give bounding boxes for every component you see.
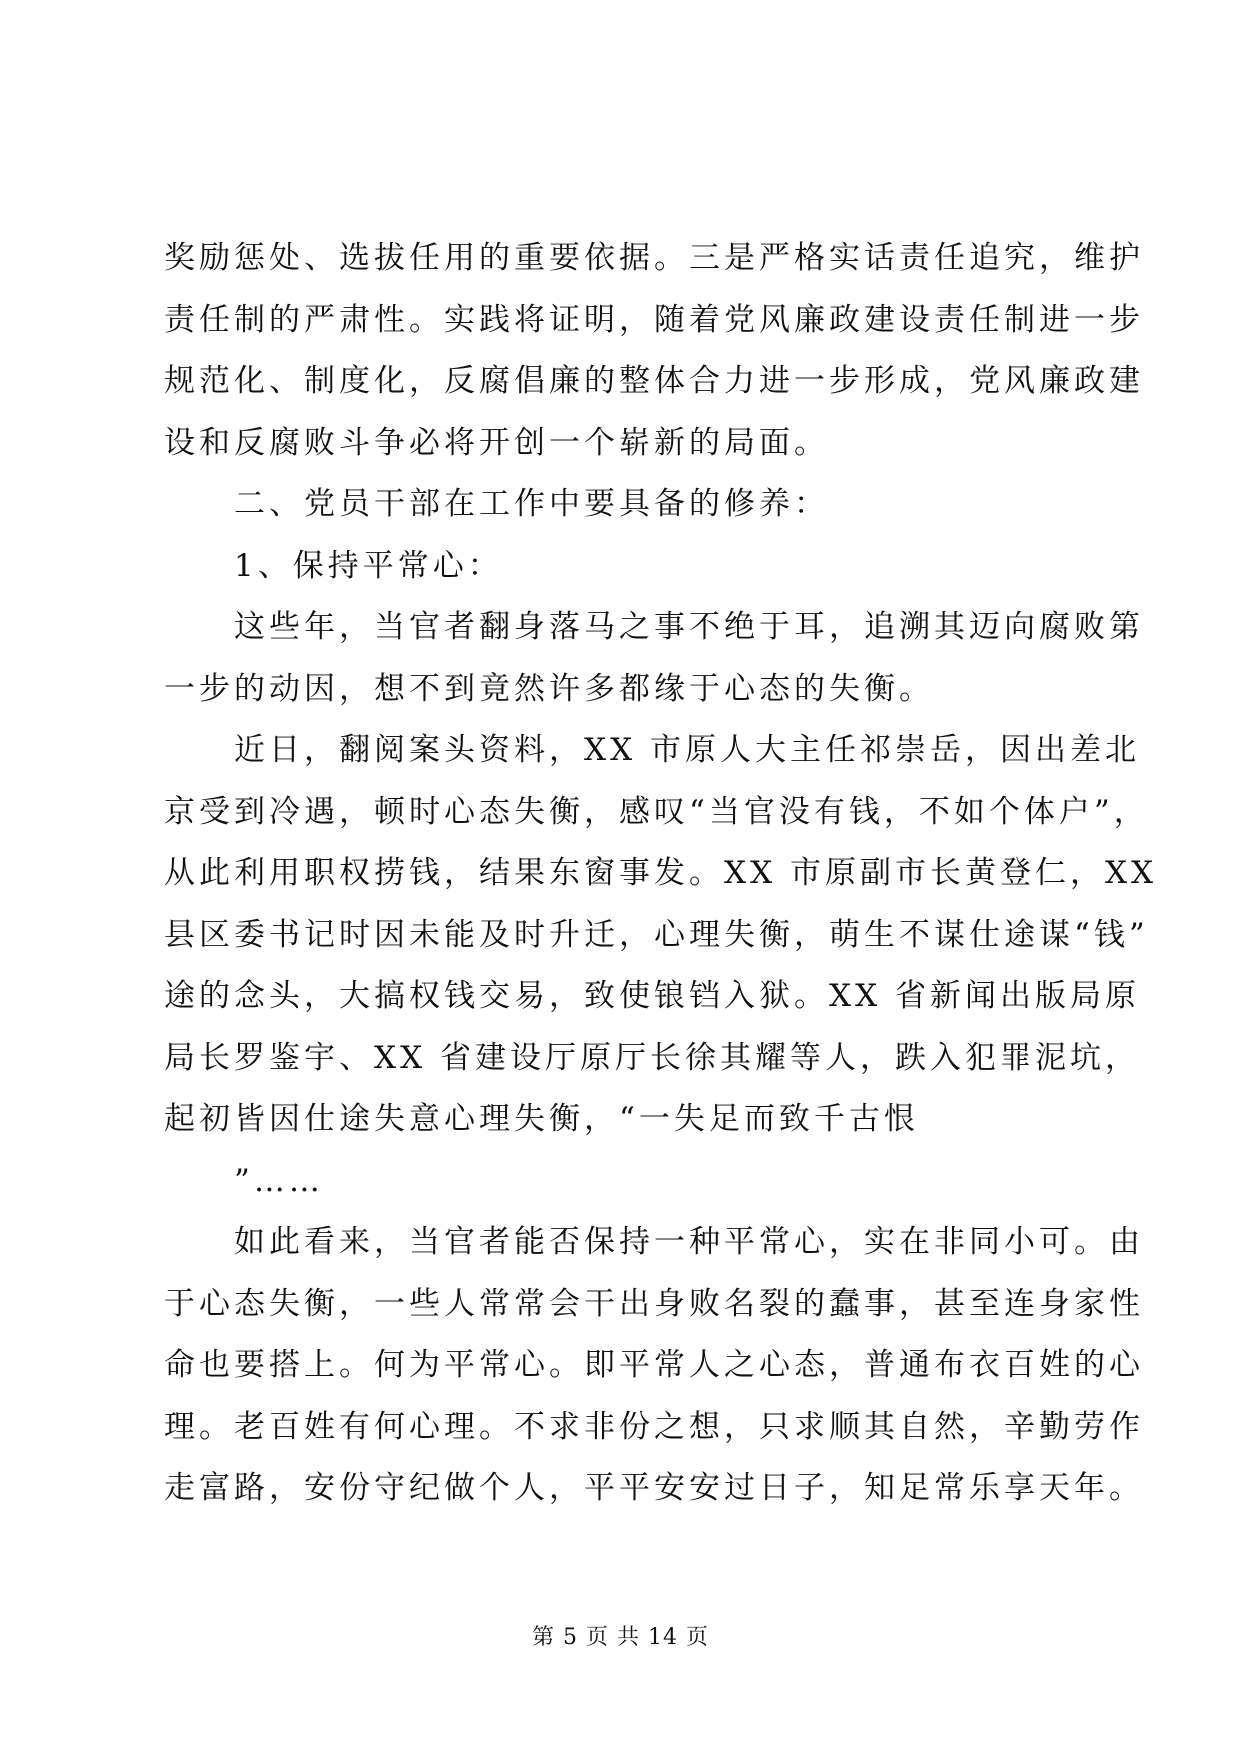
text-line: 京受到冷遇，顿时心态失衡，感叹“当官没有钱，不如个体户”， xyxy=(164,793,1149,830)
text-line: 如此看来，当官者能否保持一种平常心，实在非同小可。由 xyxy=(234,1224,1144,1260)
text-line: 走富路，安份守纪做个人，平平安安过日子，知足常乐享天年。 xyxy=(164,1470,1144,1506)
text-line: 责任制的严肃性。实践将证明，随着党风廉政建设责任制进一步 xyxy=(164,301,1144,338)
subsection-heading xyxy=(164,536,1084,598)
text-line: 奖励惩处、选拔任用的重要依据。三是严格实话责任追究，维护 xyxy=(164,240,1144,276)
text-line: 这些年，当官者翻身落马之事不绝于耳，追溯其迈向腐败第 xyxy=(234,609,1144,645)
text-line: 县区委书记时因未能及时升迁，心理失衡，萌生不谋仕途谋“钱” xyxy=(164,916,1149,953)
text-line: 于心态失衡，一些人常常会干出身败名裂的蠢事，甚至连身家性 xyxy=(164,1285,1144,1322)
document-body xyxy=(164,228,1158,1520)
text-line: 一步的动因，想不到竟然许多都缘于心态的失衡。 xyxy=(164,670,934,707)
text-line: 从此利用职权捞钱，结果东窗事发。XX 市原副市长黄登仁，XX xyxy=(164,855,1158,891)
heading-text: 1、保持平常心： xyxy=(234,547,503,584)
text-line: 起初皆因仕途失意心理失衡，“一失足而致千古恨 xyxy=(164,1101,919,1137)
text-line: 理。老百姓有何心理。不求非份之想，只求顺其自然，辛勤劳作 xyxy=(164,1408,1144,1445)
paragraph xyxy=(164,1212,1144,1520)
heading-text: 二、党员干部在工作中要具备的修养： xyxy=(234,486,829,522)
paragraph-continuation xyxy=(164,228,1144,474)
text-line: 设和反腐败斗争必将开创一个崭新的局面。 xyxy=(164,424,829,461)
text-line: 途的念头，大搞权钱交易，致使锒铛入狱。XX 省新闻出版局原 xyxy=(164,978,1140,1014)
paragraph xyxy=(164,720,1158,1212)
text-line: 命也要搭上。何为平常心。即平常人之心态，普通布衣百姓的心 xyxy=(164,1347,1144,1383)
text-line: 近日，翻阅案头资料，XX 市原人大主任祁崇岳，因出差北 xyxy=(234,732,1140,768)
page-number-footer: 第 5 页 共 14 页 xyxy=(532,1625,709,1650)
text-line: 局长罗鉴宇、XX 省建设厅原厅长徐其耀等人，跌入犯罪泥坑， xyxy=(164,1039,1140,1076)
text-line: 规范化、制度化，反腐倡廉的整体合力进一步形成，党风廉政建 xyxy=(164,363,1144,399)
paragraph xyxy=(164,597,1144,720)
text-line: ”…… xyxy=(234,1162,324,1199)
section-heading xyxy=(164,474,1084,536)
